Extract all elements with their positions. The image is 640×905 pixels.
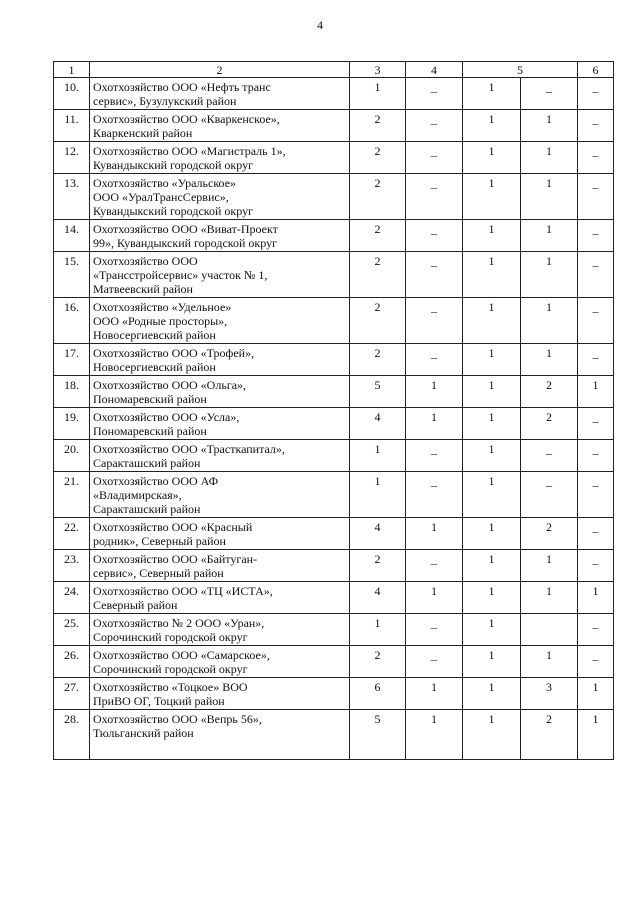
row-name-line: Охотхозяйство ООО АФ xyxy=(93,474,219,488)
row-value-c3: 4 xyxy=(350,408,406,440)
row-value-c5a: 1 xyxy=(463,408,521,440)
row-name-cell xyxy=(90,614,350,646)
row-value-c4: _ xyxy=(406,78,463,110)
row-value-c6: _ xyxy=(578,408,614,440)
row-value-c5a: 1 xyxy=(463,646,521,678)
row-value-c4: _ xyxy=(406,344,463,376)
row-value-c5a: 1 xyxy=(463,174,521,220)
row-value-c6: _ xyxy=(578,550,614,582)
header-row xyxy=(54,62,614,78)
row-value-c6: _ xyxy=(578,78,614,110)
row-number: 16. xyxy=(54,298,90,344)
hunting-grounds-table xyxy=(53,61,614,760)
row-value-c3: 2 xyxy=(350,550,406,582)
row-value-c6: _ xyxy=(578,646,614,678)
table-row xyxy=(54,78,614,110)
row-value-c5b: 1 xyxy=(521,582,578,614)
row-number: 17. xyxy=(54,344,90,376)
row-value-c5b: 1 xyxy=(521,110,578,142)
row-value-c5a: 1 xyxy=(463,710,521,760)
row-value-c4: 1 xyxy=(406,710,463,760)
row-name-line: ООО «Родные просторы», xyxy=(93,314,228,328)
row-value-c6: _ xyxy=(578,110,614,142)
row-number: 19. xyxy=(54,408,90,440)
table-row xyxy=(54,298,614,344)
row-name-line: ООО «УралТрансСервис», xyxy=(93,190,229,204)
row-name-line: Охотхозяйство ООО «ТЦ «ИСТА», xyxy=(93,584,273,598)
header-col-1: 1 xyxy=(54,62,90,78)
row-number: 18. xyxy=(54,376,90,408)
table-row xyxy=(54,646,614,678)
table-row xyxy=(54,472,614,518)
row-value-c5b xyxy=(521,614,578,646)
row-name-cell xyxy=(90,550,350,582)
row-number: 24. xyxy=(54,582,90,614)
row-value-c4: _ xyxy=(406,174,463,220)
row-value-c3: 1 xyxy=(350,614,406,646)
row-value-c3: 2 xyxy=(350,344,406,376)
row-value-c4: 1 xyxy=(406,582,463,614)
row-name-cell xyxy=(90,472,350,518)
row-value-c3: 1 xyxy=(350,78,406,110)
row-name-line: Кувандыкский городской округ xyxy=(93,158,254,172)
row-number: 10. xyxy=(54,78,90,110)
row-value-c5a: 1 xyxy=(463,298,521,344)
row-name-cell xyxy=(90,440,350,472)
row-value-c5b: 1 xyxy=(521,344,578,376)
row-value-c3: 2 xyxy=(350,142,406,174)
header-col-3: 3 xyxy=(350,62,406,78)
row-value-c4: 1 xyxy=(406,376,463,408)
row-value-c5a: 1 xyxy=(463,344,521,376)
row-name-line: Охотхозяйство «Уральское» xyxy=(93,176,237,190)
row-value-c5a: 1 xyxy=(463,252,521,298)
row-value-c3: 2 xyxy=(350,174,406,220)
row-value-c5b: _ xyxy=(521,472,578,518)
table-row xyxy=(54,376,614,408)
row-name-line: Охотхозяйство ООО «Вепрь 56», xyxy=(93,712,262,726)
row-number: 25. xyxy=(54,614,90,646)
row-number: 14. xyxy=(54,220,90,252)
row-value-c5a: 1 xyxy=(463,142,521,174)
row-value-c4: 1 xyxy=(406,518,463,550)
row-name-line: Новосергиевский район xyxy=(93,328,216,342)
row-value-c5b: 1 xyxy=(521,174,578,220)
row-value-c4: _ xyxy=(406,252,463,298)
row-value-c5a: 1 xyxy=(463,440,521,472)
row-name-line: Тюльганский район xyxy=(93,726,194,740)
table-row xyxy=(54,110,614,142)
row-name-line: сервис», Северный район xyxy=(93,566,224,580)
row-value-c4: _ xyxy=(406,110,463,142)
row-value-c6: _ xyxy=(578,174,614,220)
row-value-c5a: 1 xyxy=(463,110,521,142)
row-name-cell xyxy=(90,78,350,110)
row-value-c6: _ xyxy=(578,220,614,252)
row-value-c3: 5 xyxy=(350,710,406,760)
table-row xyxy=(54,344,614,376)
row-name-cell xyxy=(90,408,350,440)
row-name-line: Сорочинский городской округ xyxy=(93,662,248,676)
row-name-line: Охотхозяйство ООО «Ольга», xyxy=(93,378,247,392)
row-value-c5b: 1 xyxy=(521,646,578,678)
row-number: 20. xyxy=(54,440,90,472)
header-col-2: 2 xyxy=(90,62,350,78)
row-name-line: «Владимирская», xyxy=(93,488,182,502)
row-number: 28. xyxy=(54,710,90,760)
row-name-cell xyxy=(90,252,350,298)
row-value-c5a: 1 xyxy=(463,518,521,550)
row-name-line: Охотхозяйство ООО «Байтуган- xyxy=(93,552,258,566)
row-number: 23. xyxy=(54,550,90,582)
row-value-c6: _ xyxy=(578,344,614,376)
row-value-c4: _ xyxy=(406,646,463,678)
row-value-c5a: 1 xyxy=(463,550,521,582)
row-name-line: Пономаревский район xyxy=(93,424,207,438)
row-name-line: Охотхозяйство «Удельное» xyxy=(93,300,232,314)
row-value-c6: _ xyxy=(578,614,614,646)
row-value-c6: _ xyxy=(578,298,614,344)
row-value-c6: _ xyxy=(578,252,614,298)
row-number: 12. xyxy=(54,142,90,174)
row-name-line: Кваркенский район xyxy=(93,126,193,140)
row-value-c4: _ xyxy=(406,472,463,518)
row-value-c3: 4 xyxy=(350,518,406,550)
table-row xyxy=(54,518,614,550)
row-value-c5a: 1 xyxy=(463,376,521,408)
row-value-c5a: 1 xyxy=(463,472,521,518)
row-value-c3: 2 xyxy=(350,110,406,142)
row-value-c4: _ xyxy=(406,440,463,472)
row-name-cell xyxy=(90,344,350,376)
row-value-c5b: 2 xyxy=(521,518,578,550)
row-name-line: Кувандыкский городской округ xyxy=(93,204,254,218)
table-row xyxy=(54,174,614,220)
row-value-c3: 2 xyxy=(350,646,406,678)
row-name-line: Охотхозяйство ООО «Виват-Проект xyxy=(93,222,278,236)
row-name-cell xyxy=(90,298,350,344)
row-value-c5b: 2 xyxy=(521,408,578,440)
row-number: 13. xyxy=(54,174,90,220)
row-name-line: Охотхозяйство ООО «Трасткапитал», xyxy=(93,442,285,456)
row-name-line: Новосергиевский район xyxy=(93,360,216,374)
row-value-c3: 1 xyxy=(350,440,406,472)
row-value-c6: 1 xyxy=(578,582,614,614)
row-value-c3: 2 xyxy=(350,252,406,298)
row-name-cell xyxy=(90,110,350,142)
table-row xyxy=(54,408,614,440)
table-row xyxy=(54,252,614,298)
row-value-c5a: 1 xyxy=(463,614,521,646)
header-col-6: 6 xyxy=(578,62,614,78)
row-name-line: Охотхозяйство ООО «Усла», xyxy=(93,410,240,424)
row-value-c4: _ xyxy=(406,298,463,344)
row-name-line: Охотхозяйство ООО «Самарское», xyxy=(93,648,270,662)
row-value-c6: 1 xyxy=(578,376,614,408)
row-name-cell xyxy=(90,142,350,174)
row-value-c5b: 1 xyxy=(521,550,578,582)
row-name-line: Пономаревский район xyxy=(93,392,207,406)
row-value-c5b: 2 xyxy=(521,376,578,408)
row-name-line: Охотхозяйство ООО «Трофей», xyxy=(93,346,255,360)
row-value-c5b: 1 xyxy=(521,142,578,174)
row-value-c5b: _ xyxy=(521,440,578,472)
row-value-c6: _ xyxy=(578,440,614,472)
row-name-line: 99», Кувандыкский городской округ xyxy=(93,236,278,250)
row-number: 21. xyxy=(54,472,90,518)
table-row xyxy=(54,582,614,614)
row-number: 26. xyxy=(54,646,90,678)
row-value-c5a: 1 xyxy=(463,678,521,710)
table-row xyxy=(54,550,614,582)
row-name-cell xyxy=(90,710,350,760)
row-value-c6: _ xyxy=(578,518,614,550)
row-value-c5b: 2 xyxy=(521,710,578,760)
table-row xyxy=(54,614,614,646)
row-name-cell xyxy=(90,678,350,710)
row-value-c4: _ xyxy=(406,550,463,582)
row-value-c5a: 1 xyxy=(463,78,521,110)
row-name-line: Охотхозяйство ООО «Красный xyxy=(93,520,253,534)
row-value-c5b: 1 xyxy=(521,252,578,298)
row-value-c4: 1 xyxy=(406,678,463,710)
row-value-c4: _ xyxy=(406,220,463,252)
row-name-cell xyxy=(90,518,350,550)
row-name-cell xyxy=(90,582,350,614)
row-value-c3: 1 xyxy=(350,472,406,518)
table-row xyxy=(54,220,614,252)
row-name-line: Охотхозяйство № 2 ООО «Уран», xyxy=(93,616,265,630)
row-value-c5b: 1 xyxy=(521,298,578,344)
table-row xyxy=(54,678,614,710)
row-name-line: Охотхозяйство ООО «Нефть транс xyxy=(93,80,271,94)
row-number: 27. xyxy=(54,678,90,710)
row-name-cell xyxy=(90,220,350,252)
row-name-cell xyxy=(90,646,350,678)
row-name-line: Охотхозяйство «Тоцкое» ВОО xyxy=(93,680,248,694)
row-name-line: «Трансстройсервис» участок № 1, xyxy=(93,268,268,282)
row-value-c5b: 3 xyxy=(521,678,578,710)
table-row xyxy=(54,142,614,174)
page-number: 4 xyxy=(317,18,323,32)
row-name-line: Матвеевский район xyxy=(93,282,193,296)
table-row xyxy=(54,440,614,472)
row-name-line: Охотхозяйство ООО «Магистраль 1», xyxy=(93,144,286,158)
row-name-line: Охотхозяйство ООО xyxy=(93,254,198,268)
row-name-line: Северный район xyxy=(93,598,178,612)
row-name-line: ПриВО ОГ, Тоцкий район xyxy=(93,694,225,708)
row-name-line: Саракташский район xyxy=(93,502,201,516)
row-value-c5b: 1 xyxy=(521,220,578,252)
row-value-c3: 2 xyxy=(350,220,406,252)
row-value-c5a: 1 xyxy=(463,220,521,252)
row-name-line: Сорочинский городской округ xyxy=(93,630,248,644)
row-value-c6: _ xyxy=(578,142,614,174)
row-value-c5a: 1 xyxy=(463,582,521,614)
row-name-line: Саракташский район xyxy=(93,456,201,470)
row-value-c3: 2 xyxy=(350,298,406,344)
table-body xyxy=(54,78,614,760)
table-row xyxy=(54,710,614,760)
header-col-5: 5 xyxy=(463,62,578,78)
header-col-4: 4 xyxy=(406,62,463,78)
row-number: 11. xyxy=(54,110,90,142)
row-value-c4: 1 xyxy=(406,408,463,440)
row-name-cell xyxy=(90,376,350,408)
row-name-line: родник», Северный район xyxy=(93,534,226,548)
row-value-c6: _ xyxy=(578,472,614,518)
row-value-c6: 1 xyxy=(578,710,614,760)
row-value-c5b: _ xyxy=(521,78,578,110)
row-number: 22. xyxy=(54,518,90,550)
row-value-c3: 4 xyxy=(350,582,406,614)
row-name-line: сервис», Бузулукский район xyxy=(93,94,237,108)
row-value-c6: 1 xyxy=(578,678,614,710)
row-name-line: Охотхозяйство ООО «Кваркенское», xyxy=(93,112,280,126)
row-value-c4: _ xyxy=(406,142,463,174)
row-number: 15. xyxy=(54,252,90,298)
row-value-c4: _ xyxy=(406,614,463,646)
row-name-cell xyxy=(90,174,350,220)
row-value-c3: 6 xyxy=(350,678,406,710)
row-value-c3: 5 xyxy=(350,376,406,408)
